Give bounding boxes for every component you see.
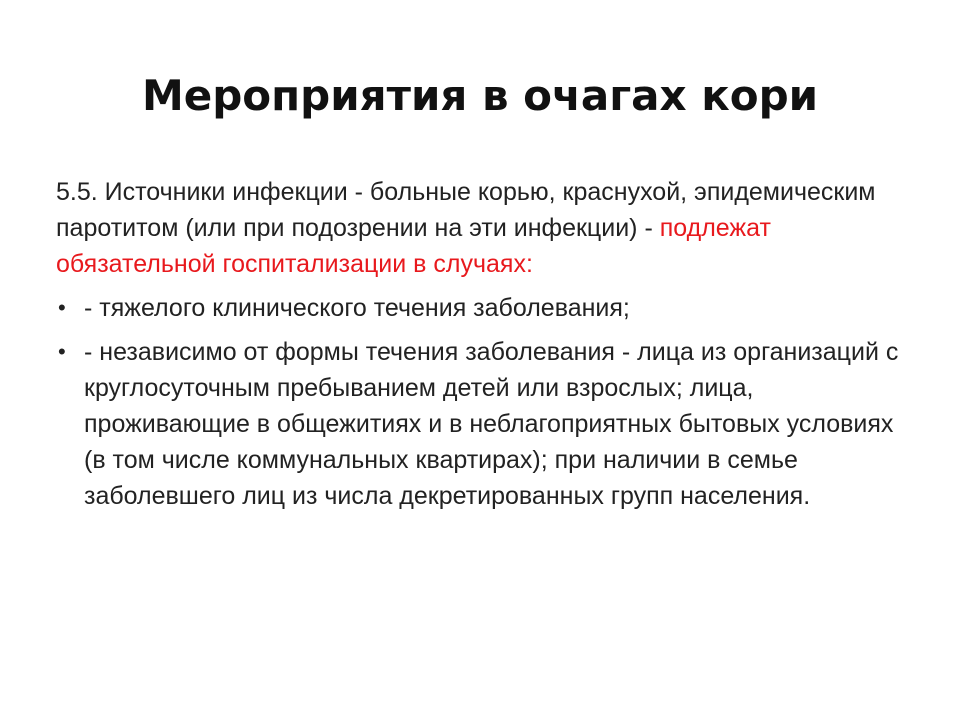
intro-highlight-text: подлежат обязательной госпитализации в случаях: — [56, 214, 771, 278]
bullet-item — [56, 290, 916, 326]
bullet-dot-icon: • — [58, 339, 66, 364]
intro-text: 5.5. Источники инфекции - больные корью, краснухой, эпидемическим паротитом (или при подозрении на эти инфекции) - — [56, 178, 876, 242]
bullet-item — [56, 334, 916, 514]
intro-paragraph — [56, 174, 916, 282]
slide-body — [56, 174, 916, 522]
bullet-list — [56, 290, 916, 514]
bullet-dot-icon: • — [58, 295, 66, 320]
bullet-text: - независимо от формы течения заболевания - лица из организаций с круглосуточным пребыванием детей или взрослых; лица, проживающие в общежитиях и в неблагоприятных бытовых условиях (в том числе коммунальных квартирах); при наличии в семье заболевшего лиц из числа декретированных групп населения. — [84, 338, 899, 510]
slide-title: Мероприятия в очагах кори — [141, 71, 819, 120]
bullet-text: - тяжелого клинического течения заболевания; — [84, 294, 630, 322]
